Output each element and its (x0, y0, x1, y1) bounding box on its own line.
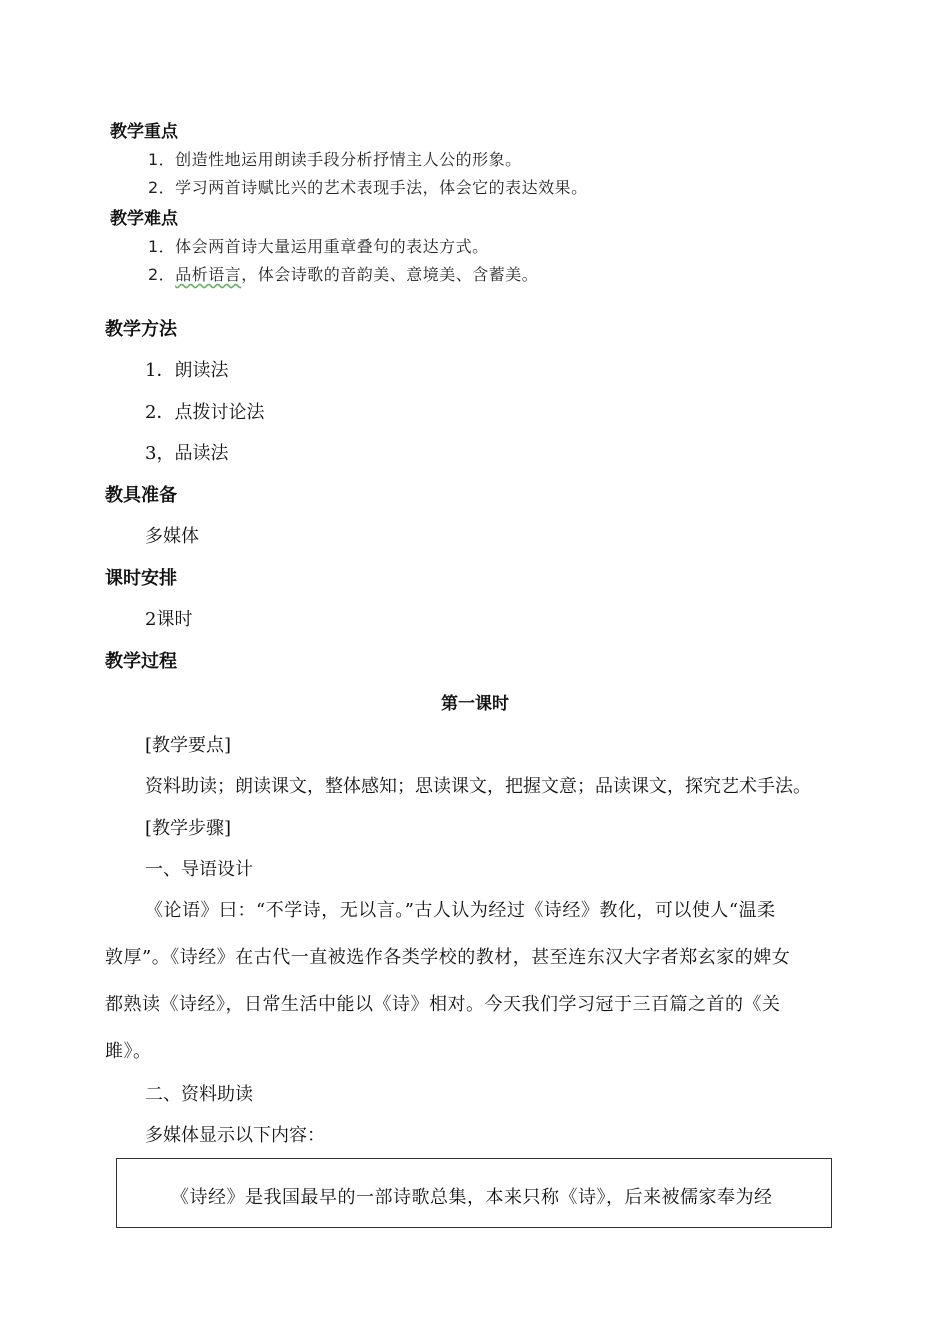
info-box (116, 1158, 832, 1228)
step-title: 二、资料助读 (145, 1084, 253, 1105)
method-item: 2．点拨讨论法 (145, 402, 265, 423)
info-box-text: 《诗经》是我国最早的一部诗歌总集，本来只称《诗》，后来被儒家奉为经 (171, 1187, 773, 1208)
method-item: 3，品读法 (145, 443, 229, 464)
intro-paragraph-line: 雎》。 (105, 1041, 152, 1062)
intro-paragraph-line: 《论语》曰：“不学诗，无以言。”古人认为经过《诗经》教化，可以使人“温柔 (145, 900, 776, 921)
item-prefix: 2． (148, 265, 176, 284)
difficult-point-item: 1．体会两首诗大量运用重章叠句的表达方式。 (148, 237, 489, 256)
intro-paragraph-line: 都熟读《诗经》，日常生活中能以《诗》相对。今天我们学习冠于三百篇之首的《关 (105, 994, 781, 1015)
teaching-points-label: [教学要点] (145, 735, 232, 756)
tools-text: 多媒体 (145, 526, 199, 547)
intro-paragraph-line: 敦厚”。《诗经》在古代一直被选作各类学校的教材，甚至连东汉大字者郑玄家的婢女 (105, 947, 791, 968)
process-heading: 教学过程 (105, 651, 177, 672)
methods-heading: 教学方法 (105, 319, 177, 340)
item-rest: ，体会诗歌的音韵美、意境美、含蓄美。 (241, 265, 539, 284)
spellcheck-squiggle-text: 品析语言 (175, 265, 242, 284)
lesson-title: 第一课时 (441, 694, 509, 714)
teaching-points-text: 资料助读；朗读课文，整体感知；思读课文，把握文意；品读课文，探究艺术手法。 (145, 776, 811, 797)
difficult-point-item (148, 262, 538, 285)
teaching-steps-label: [教学步骤] (145, 818, 232, 839)
difficult-points-heading: 教学难点 (110, 209, 178, 229)
key-points-heading: 教学重点 (110, 122, 178, 142)
key-point-item: 1．创造性地运用朗读手段分析抒情主人公的形象。 (148, 150, 522, 169)
multimedia-note: 多媒体显示以下内容： (145, 1125, 325, 1146)
method-item: 1．朗读法 (145, 360, 229, 381)
tools-heading: 教具准备 (105, 485, 177, 506)
schedule-text: 2课时 (145, 609, 193, 630)
schedule-heading: 课时安排 (105, 568, 177, 589)
key-point-item: 2．学习两首诗赋比兴的艺术表现手法，体会它的表达效果。 (148, 178, 588, 197)
step-title: 一、导语设计 (145, 859, 253, 880)
